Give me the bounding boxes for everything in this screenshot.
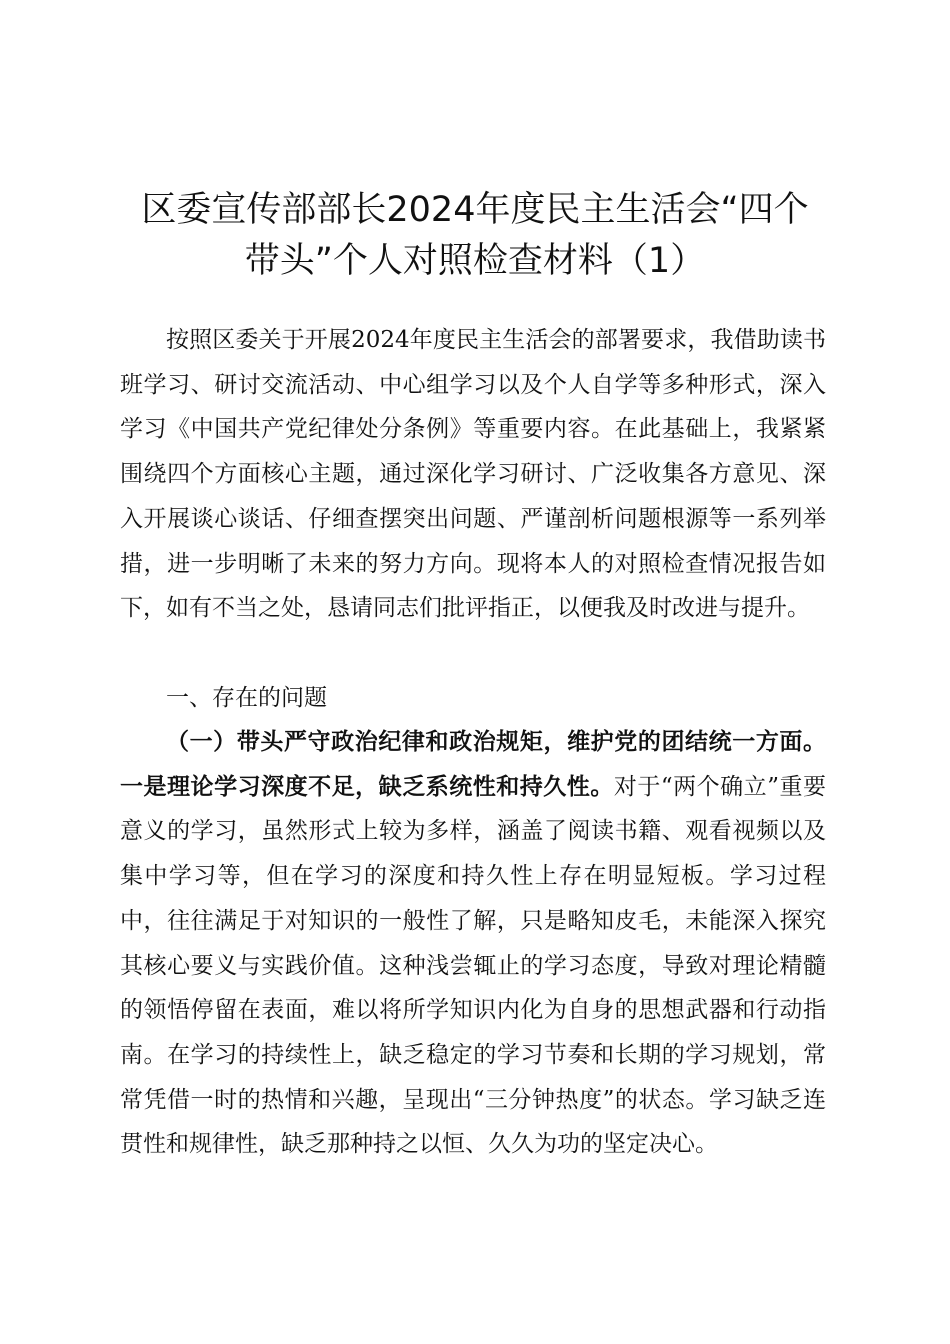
section-1-subheading: （一）带头严守政治纪律和政治规矩，维护党的团结统一方面。 [166,729,826,755]
title-line-1: 区委宣传部部长2024年度民主生活会“四个 [141,190,809,230]
section-heading-problems: 一、存在的问题 [166,685,327,711]
section-1-point-1-heading: 一是理论学习深度不足，缺乏系统性和持久性。 [120,773,614,800]
section-1-point-1-text: 对于“两个确立”重要意义的学习，虽然形式上较为多样，涵盖了阅读书籍、观看视频以及集中学习等，但在学习的深度和持久性上存在明显短板。学习过程中，往往满足于对知识的一般性了解，只是略知皮毛，未能深入探究其核心要义与实践价值。这种浅尝辄止的学习态度，导致对理论精髓的领悟停留在表面，难以将所学知识内化为自身的思想武器和行动指南。在学习的持续性上，缺乏稳定的学习节奏和长期的学习规划，常常凭借一时的热情和兴趣，呈现出“三分钟热度”的状态。学习缺乏连贯性和规律性，缺乏那种持之以恒、久久为功的坚定决心。 [120,773,826,1158]
intro-paragraph: 按照区委关于开展2024年度民主生活会的部署要求，我借助读书班学习、研讨交流活动、中心组学习以及个人自学等多种形式，深入学习《中国共产党纪律处分条例》等重要内容。在此基础上，我紧紧围绕四个方面核心主题，通过深化学习研讨、广泛收集各方意见、深入开展谈心谈话、仔细查摆突出问题、严谨剖析问题根源等一系列举措，进一步明晰了未来的努力方向。现将本人的对照检查情况报告如下，如有不当之处，恳请同志们批评指正，以便我及时改进与提升。 [120,327,826,622]
title-line-2: 带头”个人对照检查材料（1） [244,241,706,281]
section-1-paragraph [120,720,826,1167]
document-title [120,185,830,287]
